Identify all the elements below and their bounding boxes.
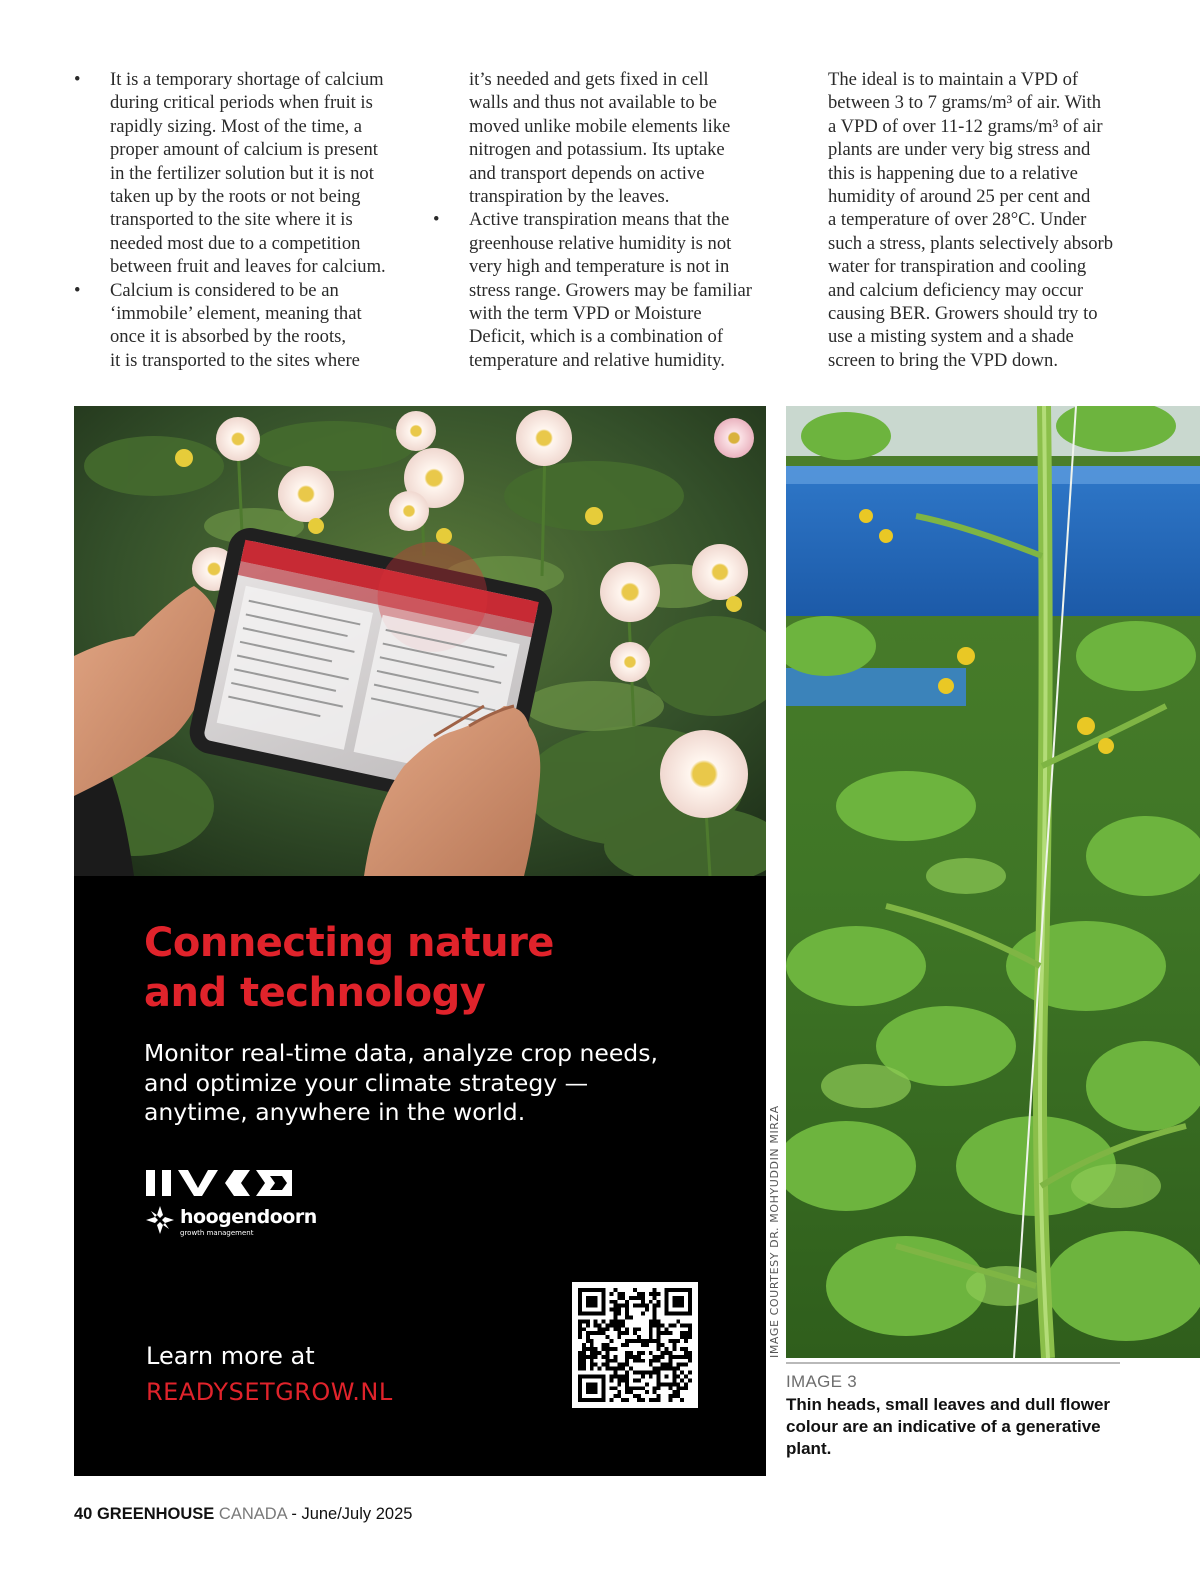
bullet-item bbox=[74, 279, 404, 373]
advertisement[interactable] bbox=[74, 406, 766, 1476]
bullet-line: and transport depends on active bbox=[469, 162, 705, 184]
tomato-plant-photo bbox=[786, 406, 1200, 1358]
bullet-line: temperature and relative humidity. bbox=[469, 349, 725, 371]
paragraph-line: causing BER. Growers should try to bbox=[828, 303, 1098, 325]
article-column-3 bbox=[828, 68, 1138, 372]
article-column-2 bbox=[433, 68, 773, 372]
bullet-line: in the fertilizer solution but it is not bbox=[110, 162, 374, 184]
bullet-item bbox=[74, 68, 404, 279]
ad-headline-line: and technology bbox=[144, 970, 486, 1016]
bullet-line: proper amount of calcium is present bbox=[110, 139, 378, 161]
learn-more-text: Learn more at bbox=[146, 1342, 315, 1370]
magazine-name: GREENHOUSE bbox=[96, 1505, 215, 1523]
paragraph-line: plants are under very big stress and bbox=[828, 139, 1091, 161]
paragraph-line: a temperature of over 28°C. Under bbox=[828, 209, 1087, 231]
bullet-line: greenhouse relative humidity is not bbox=[469, 232, 732, 254]
bullet-line: once it is absorbed by the roots, bbox=[110, 326, 346, 348]
magazine-country: CANADA bbox=[218, 1505, 287, 1523]
ad-website-link[interactable]: READYSETGROW.NL bbox=[146, 1378, 393, 1406]
ivo-logo bbox=[146, 1168, 292, 1202]
bullet-line: needed most due to a competition bbox=[110, 232, 361, 254]
paragraph-line: humidity of around 25 per cent and bbox=[828, 186, 1091, 208]
article-column-1 bbox=[74, 68, 404, 372]
bullet-line: ‘immobile’ element, meaning that bbox=[110, 303, 362, 325]
bullet-line: It is a temporary shortage of calcium bbox=[110, 69, 384, 90]
bullet-dot: • bbox=[433, 209, 440, 231]
bullet-line: between fruit and leaves for calcium. bbox=[110, 256, 386, 278]
bullet-line: taken up by the roots or not being bbox=[110, 186, 361, 208]
bullet-line: it is transported to the sites where bbox=[110, 349, 360, 371]
ad-body-text bbox=[144, 1039, 724, 1128]
bullet-line: with the term VPD or Moisture bbox=[469, 303, 702, 325]
paragraph-line: and calcium deficiency may occur bbox=[828, 279, 1084, 301]
paragraph-line: water for transpiration and cooling bbox=[828, 256, 1087, 278]
bullet-line: it’s needed and gets fixed in cell bbox=[469, 69, 709, 90]
ad-body-line: anytime, anywhere in the world. bbox=[144, 1098, 526, 1126]
bullet-line: Active transpiration means that the bbox=[469, 209, 730, 231]
page-number: 40 bbox=[74, 1505, 93, 1523]
bullet-dot: • bbox=[74, 279, 81, 301]
caption-divider bbox=[786, 1362, 1120, 1364]
bullet-line: walls and thus not available to be bbox=[469, 92, 717, 114]
bullet-line: nitrogen and potassium. Its uptake bbox=[469, 139, 725, 161]
figure-label: IMAGE 3 bbox=[786, 1372, 858, 1391]
qr-code[interactable] bbox=[572, 1282, 698, 1408]
paragraph-line: The ideal is to maintain a VPD of bbox=[828, 69, 1079, 90]
bullet-line: during critical periods when fruit is bbox=[110, 92, 373, 114]
issue-date: - June/July 2025 bbox=[291, 1505, 413, 1523]
figure-caption: Thin heads, small leaves and dull flower colour are an indicative of a generative plant. bbox=[786, 1395, 1111, 1458]
paragraph-line: screen to bring the VPD down. bbox=[828, 349, 1058, 371]
ad-headline-line: Connecting nature bbox=[144, 920, 554, 966]
paragraph-line: a VPD of over 11-12 grams/m³ of air bbox=[828, 115, 1103, 137]
page-footer bbox=[74, 1505, 412, 1524]
bullet-line: Calcium is considered to be an bbox=[110, 279, 339, 301]
image-credit: IMAGE COURTESY DR. MOHYUDDIN MIRZA bbox=[768, 1105, 781, 1358]
bullet-line: rapidly sizing. Most of the time, a bbox=[110, 115, 363, 137]
ad-body-line: Monitor real-time data, analyze crop needs, bbox=[144, 1039, 658, 1067]
bullet-item bbox=[433, 208, 773, 372]
hoogendoorn-star-icon bbox=[146, 1206, 174, 1238]
ad-body-line: and optimize your climate strategy — bbox=[144, 1068, 589, 1097]
ad-photo-tablet-in-flowers bbox=[74, 406, 766, 876]
bullet-line: transpiration by the leaves. bbox=[469, 186, 670, 208]
hoogendoorn-logo bbox=[146, 1206, 317, 1238]
paragraph-line: such a stress, plants selectively absorb bbox=[828, 232, 1114, 254]
paragraph-line: this is happening due to a relative bbox=[828, 162, 1078, 184]
bullet-continuation bbox=[433, 68, 773, 208]
bullet-line: transported to the site where it is bbox=[110, 209, 353, 231]
bullet-line: very high and temperature is not in bbox=[469, 256, 730, 278]
bullet-line: stress range. Growers may be familiar bbox=[469, 279, 752, 301]
bullet-line: Deficit, which is a combination of bbox=[469, 326, 724, 348]
bullet-dot: • bbox=[74, 69, 81, 90]
paragraph-line: use a misting system and a shade bbox=[828, 326, 1074, 348]
bullet-line: moved unlike mobile elements like bbox=[469, 115, 731, 137]
ad-headline bbox=[144, 918, 704, 1018]
brand-tagline: growth management bbox=[180, 1229, 254, 1237]
brand-name: hoogendoorn bbox=[180, 1206, 317, 1228]
paragraph-line: between 3 to 7 grams/m³ of air. With bbox=[828, 92, 1102, 114]
